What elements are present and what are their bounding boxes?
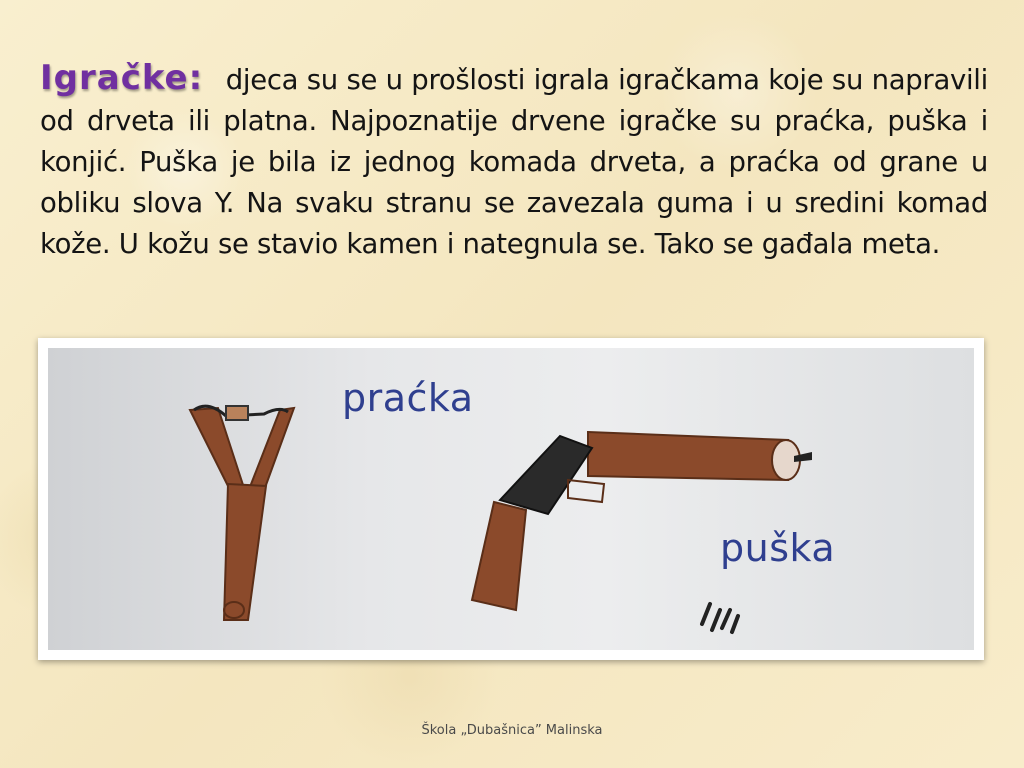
label-slingshot: praćka	[342, 376, 474, 420]
drawing-illustration	[48, 348, 974, 650]
slide-body-text	[40, 58, 988, 265]
rifle-drawing	[472, 432, 812, 610]
footer-text: Škola „Dubašnica” Malinska	[421, 723, 603, 738]
photo-frame	[38, 338, 984, 660]
slide-title: Igračke:	[40, 58, 204, 98]
slide-paragraph: djeca su se u prošlosti igrala igračkama koje su napravili od drveta ili platna. Najpoznatije drvene igračke su praćka, puška i konjić. Puška je bila iz jednog komada drveta, a praćka od grane u obliku slova Y. Na svaku stranu se zavezala guma i u sredini komad kože. U kožu se stavio kamen i nategnula se. Tako se gađala meta.	[40, 64, 988, 260]
scribble-marks	[702, 604, 738, 632]
slingshot-drawing	[190, 406, 294, 620]
drawing-photo	[48, 348, 974, 650]
label-rifle: puška	[720, 526, 836, 570]
